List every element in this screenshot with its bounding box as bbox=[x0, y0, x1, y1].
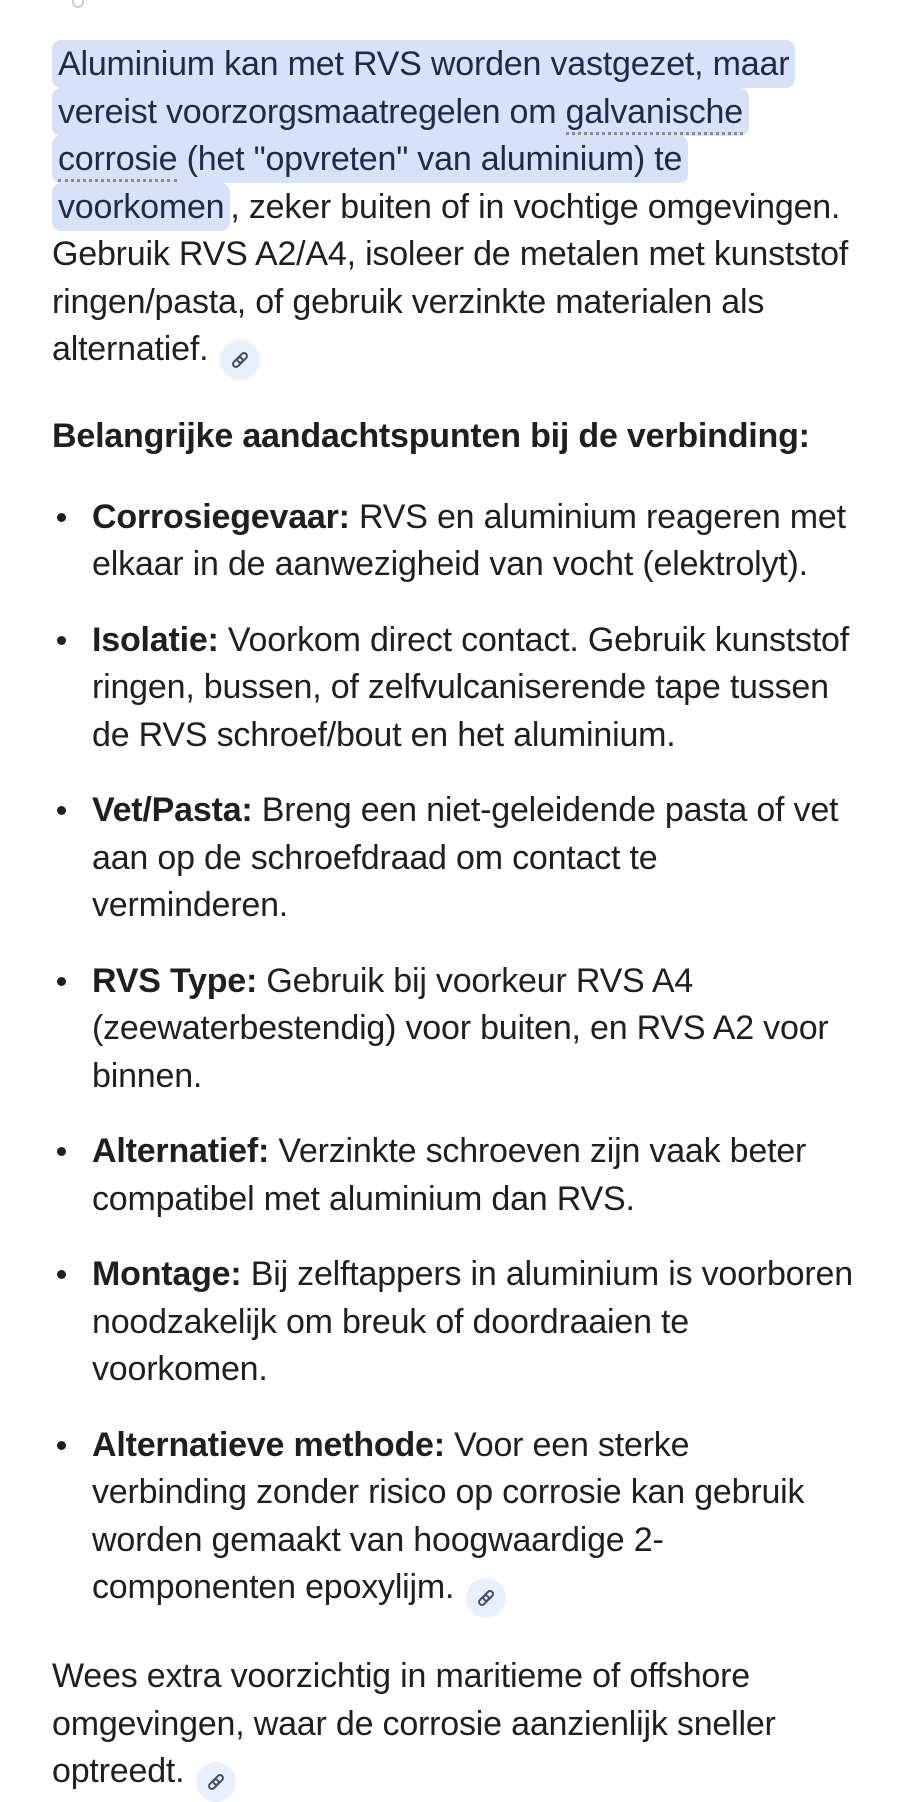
list-item bbox=[52, 1128, 853, 1223]
closing-text: Wees extra voorzichtig in maritieme of offshore omgevingen, waar de corrosie aanzienlijk sneller optreedt. bbox=[52, 1657, 776, 1790]
link-icon bbox=[205, 1771, 227, 1793]
bullet-dot bbox=[57, 806, 66, 815]
bullet-label: Corrosiegevaar: bbox=[92, 497, 350, 536]
highlight-text-after-link: (het "opvreten" van aluminium) te voorkomen bbox=[58, 140, 683, 226]
section-heading: Belangrijke aandachtspunten bij de verbinding: bbox=[52, 417, 810, 455]
citation-link[interactable]: galvanische corrosie bbox=[58, 93, 743, 183]
bullet-label: RVS Type: bbox=[92, 961, 258, 1000]
bullet-label: Isolatie: bbox=[92, 620, 219, 659]
key-points-list bbox=[52, 494, 853, 1619]
bullet-text: Voor een sterke verbinding zonder risico op corrosie kan gebruik worden gemaakt van hoogwaardige 2-componenten epoxylijm. bbox=[92, 1425, 805, 1606]
bullet-text: Bij zelftappers in aluminium is voorboren noodzakelijk om breuk of doordraaien te voorkomen. bbox=[92, 1255, 853, 1388]
bullet-text: RVS en aluminium reageren met elkaar in de aanwezigheid van vocht (elektrolyt). bbox=[92, 497, 846, 583]
bullet-dot bbox=[57, 1270, 66, 1279]
source-chip-button[interactable] bbox=[466, 1578, 506, 1618]
bullet-text: Verzinkte schroeven zijn vaak beter compatibel met aluminium dan RVS. bbox=[92, 1132, 807, 1218]
link-icon bbox=[229, 349, 251, 371]
bullet-dot bbox=[57, 513, 66, 522]
list-item bbox=[52, 787, 853, 930]
bullet-dot bbox=[57, 1441, 66, 1450]
list-item bbox=[52, 958, 853, 1101]
bullet-label: Vet/Pasta: bbox=[92, 791, 253, 829]
bullet-dot bbox=[57, 1147, 66, 1156]
bullet-label: Montage: bbox=[92, 1255, 242, 1293]
intro-source-slot bbox=[208, 330, 260, 368]
list-item bbox=[52, 1251, 853, 1394]
source-chip-button[interactable] bbox=[220, 340, 260, 380]
closing-source-slot bbox=[184, 1752, 236, 1790]
link-icon bbox=[475, 1587, 497, 1609]
list-item bbox=[52, 617, 853, 760]
list-item bbox=[52, 494, 853, 589]
bullet-label: Alternatief: bbox=[92, 1132, 270, 1170]
bullet-text: Gebruik bij voorkeur RVS A4 (zeewaterbestendig) voor buiten, en RVS A2 voor binnen. bbox=[92, 961, 829, 1095]
cutoff-glyph-fragment bbox=[66, 0, 90, 10]
highlight-text-before-link: Aluminium kan met RVS worden vastgezet, maar vereist voorzorgsmaatregelen om bbox=[58, 45, 790, 131]
list-item bbox=[52, 1422, 853, 1619]
intro-paragraph bbox=[52, 41, 853, 380]
intro-plain-text: , zeker buiten of in vochtige omgevingen. Gebruik RVS A2/A4, isoleer de metalen met kunststof ringen/pasta, of gebruik verzinkte materialen als alternatief. bbox=[52, 187, 849, 368]
bullet-dot bbox=[57, 977, 66, 986]
bullet-text: Breng een niet-geleidende pasta of vet aan op de schroefdraad om contact te verminderen. bbox=[92, 791, 839, 924]
source-chip-button[interactable] bbox=[196, 1762, 236, 1802]
bullet-text: Voorkom direct contact. Gebruik kunststof ringen, bussen, of zelfvulcaniserende tape tussen de RVS schroef/bout en het aluminium. bbox=[92, 620, 850, 754]
bullet-dot bbox=[57, 636, 66, 645]
bullet-label: Alternatieve methode: bbox=[92, 1425, 445, 1464]
closing-paragraph bbox=[52, 1653, 853, 1802]
